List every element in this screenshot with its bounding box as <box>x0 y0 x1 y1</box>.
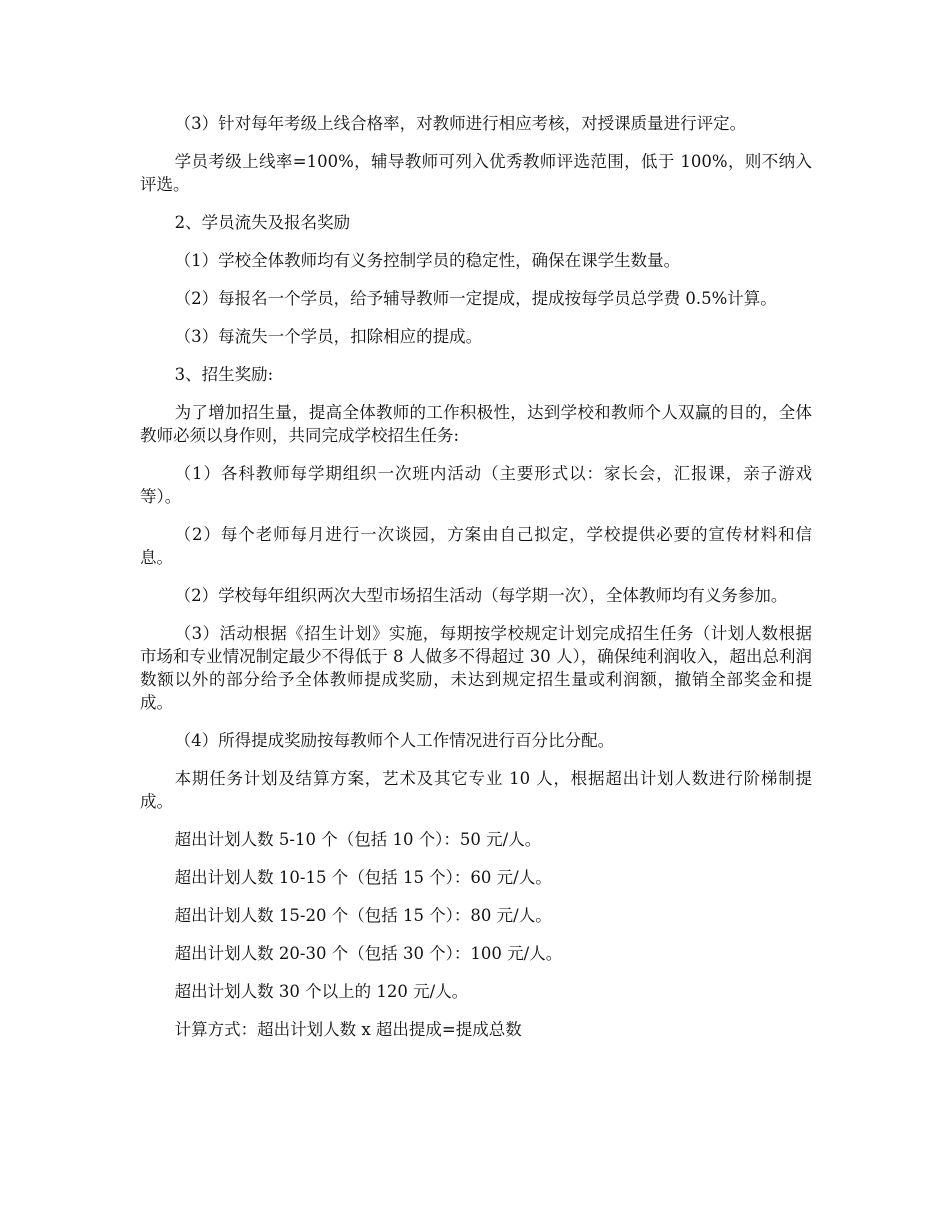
document-body <box>140 112 812 1056</box>
tier-line: 超出计划人数 5-10 个（包括 10 个）：50 元/人。 <box>174 830 542 849</box>
paragraph-pass-rate: 学员考级上线率=100%，辅导教师可列入优秀教师评选范围，低于 100%，则不纳入评选。 <box>140 152 812 194</box>
paragraph-calculation-method: 计算方式：超出计划人数 x 超出提成=提成总数 <box>174 1020 522 1039</box>
paragraph-market-events: （2）学校每年组织两次大型市场招生活动（每学期一次），全体教师均有义务参加。 <box>174 586 788 605</box>
paragraph-exam-assessment: （3）针对每年考级上线合格率，对教师进行相应考核，对授课质量进行评定。 <box>174 114 747 133</box>
tier-line: 超出计划人数 10-15 个（包括 15 个）：60 元/人。 <box>174 868 552 887</box>
paragraph-student-stability: （1）学校全体教师均有义务控制学员的稳定性，确保在课学生数量。 <box>174 251 681 270</box>
section-heading-enrollment: 2、学员流失及报名奖励 <box>174 213 351 232</box>
paragraph-monthly-visit: （2）每个老师每月进行一次谈园，方案由自己拟定，学校提供必要的宣传材料和信息。 <box>140 525 812 567</box>
paragraph-recruitment-plan: （3）活动根据《招生计划》实施，每期按学校规定计划完成招生任务（计划人数根据市场和专业情况制定最少不得低于 8 人做多不得超过 30 人），确保纯利润收入，超出总利润数额以外的部分给予全体教师提成奖励，未达到规定招生量或利润额，撤销全部奖金和提成。 <box>140 624 812 712</box>
paragraph-settlement-plan: 本期任务计划及结算方案，艺术及其它专业 10 人，根据超出计划人数进行阶梯制提成。 <box>140 769 812 811</box>
paragraph-bonus-distribution: （4）所得提成奖励按每教师个人工作情况进行百分比分配。 <box>174 731 615 750</box>
paragraph-class-activity: （1）各科教师每学期组织一次班内活动（主要形式以：家长会，汇报课，亲子游戏等）。 <box>140 464 812 506</box>
tier-line: 超出计划人数 20-30 个（包括 30 个）：100 元/人。 <box>174 944 563 963</box>
tier-line: 超出计划人数 15-20 个（包括 15 个）：80 元/人。 <box>174 906 552 925</box>
paragraph-dropout-deduction: （3）每流失一个学员，扣除相应的提成。 <box>174 327 483 346</box>
section-heading-recruitment: 3、招生奖励: <box>174 365 274 384</box>
paragraph-recruitment-intro: 为了增加招生量，提高全体教师的工作积极性，达到学校和教师个人双赢的目的，全体教师必须以身作则，共同完成学校招生任务: <box>140 403 812 445</box>
paragraph-enrollment-commission: （2）每报名一个学员，给予辅导教师一定提成，提成按每学员总学费 0.5%计算。 <box>174 289 777 308</box>
tier-line: 超出计划人数 30 个以上的 120 元/人。 <box>174 982 469 1001</box>
